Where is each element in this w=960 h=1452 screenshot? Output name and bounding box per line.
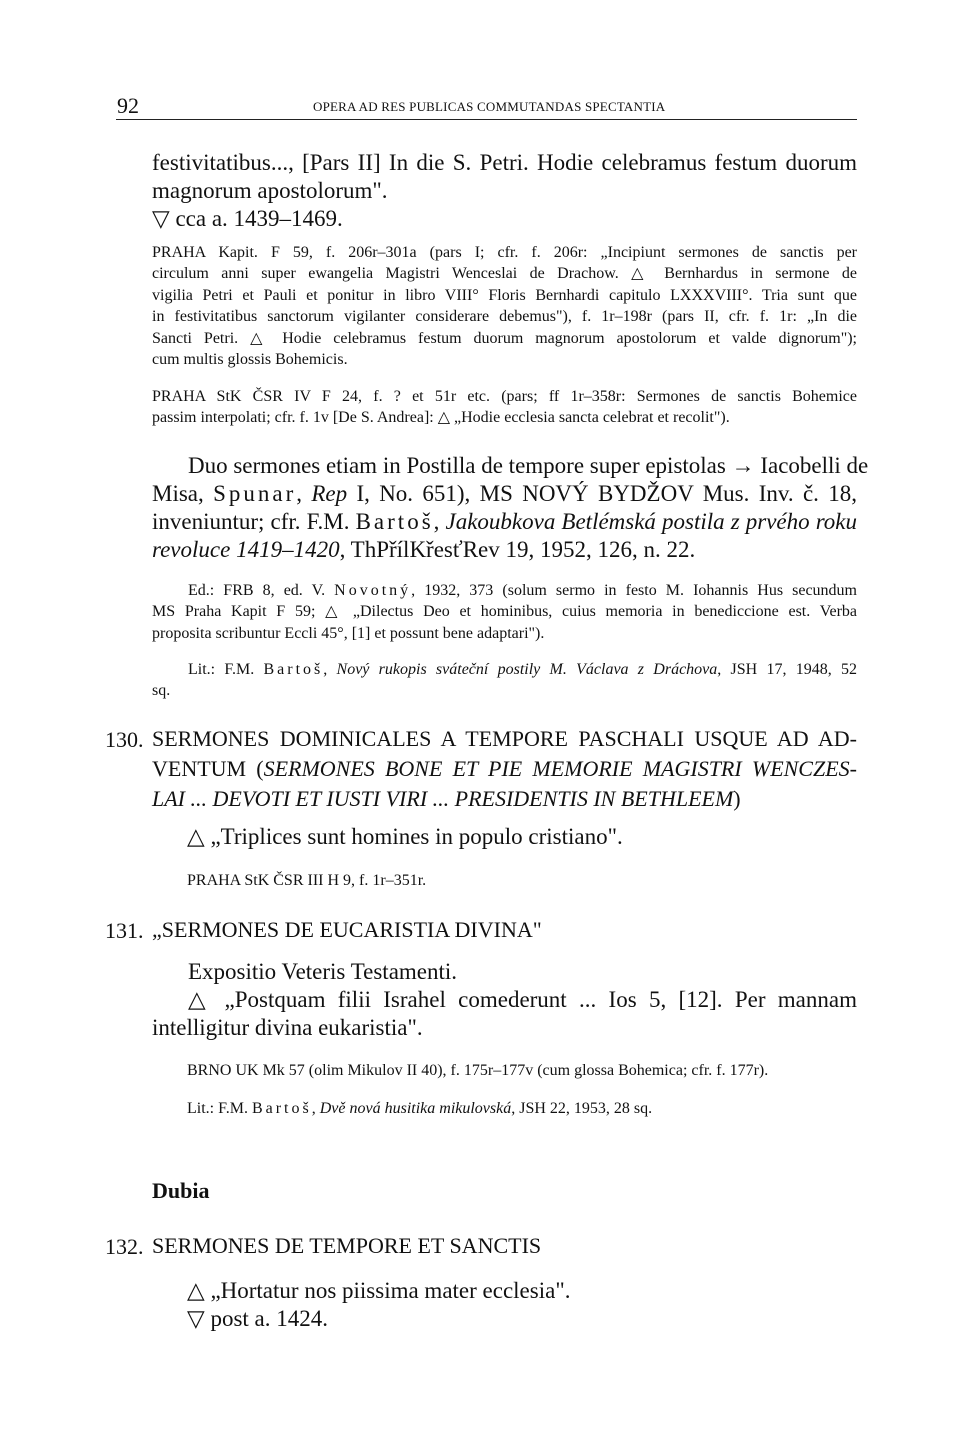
duo-sermones-paragraph: [152, 452, 869, 564]
intro-line: magnorum apostolorum".: [152, 178, 388, 203]
intro-date: ▽ cca a. 1439–1469.: [152, 206, 343, 231]
manuscript-note: PRAHA StK ČSR III H 9, f. 1r–351r.: [187, 872, 427, 889]
header-rule: [116, 119, 857, 120]
entry-body: [187, 1277, 892, 1333]
literature-line: sq.: [152, 682, 171, 700]
edition-line: Ed.: FRB 8, ed. V. Novotný, 1932, 373 (solum sermo in festo M. Iohannis Hus secundum: [188, 582, 858, 599]
entry-date: ▽ post a. 1424.: [187, 1306, 328, 1331]
literature-line: Lit.: F.M. Bartoš, Nový rukopis sváteční postily M. Václava z Dráchova, JSH 17, 1948, 52: [188, 661, 858, 678]
incipit: △ „Triplices sunt homines in populo cristiano".: [187, 824, 623, 849]
ms-note-line: vigilia Petri et Pauli et ponitur in libro VIII° Floris Bernhardi capitulo LXXXVIII°. Tria sunt que: [152, 286, 857, 304]
paragraph-line: revoluce 1419–1420, ThPřílKřesťRev 19, 1952, 126, n. 22.: [152, 537, 696, 562]
paragraph-line: Misa, Spunar, Rep I, No. 651), MS NOVÝ BYDŽOV Mus. Inv. č. 18,: [152, 481, 858, 506]
ms-note-line: circulum anni super ewangelia Magistri Wenceslai de Drachow. △ Bernhardus in sermone de: [152, 265, 857, 283]
ms-note-line: PRAHA StK ČSR IV F 24, f. ? et 51r etc. (pars; ff 1r–358r: Sermones de sanctis Bohemice: [152, 388, 857, 405]
entry-number: 130.: [105, 727, 144, 752]
entry-line: intelligitur divina eukaristia".: [152, 1015, 423, 1040]
entry-line: Expositio Veteris Testamenti.: [188, 959, 458, 984]
entry-line: △ „Postquam filii Israhel comederunt ... Ios 5, [12]. Per mannam: [188, 987, 857, 1012]
literature-note: Lit.: F.M. Bartoš, Dvě nová husitika mikulovská, JSH 22, 1953, 28 sq.: [187, 1100, 653, 1117]
intro-text: [152, 149, 857, 233]
entry-title: SERMONES DE TEMPORE ET SANCTIS: [152, 1233, 542, 1258]
paragraph-line: inveniuntur; cfr. F.M. Bartoš, Jakoubkova Betlémská postila z prvého roku: [152, 509, 858, 534]
entry-title-line: SERMONES DOMINICALES A TEMPORE PASCHALI USQUE AD AD-: [152, 726, 857, 751]
entry-title: [152, 724, 857, 814]
ms-note-line: in festivitatibus sanctorum vigilanter considerare debemus"), f. 1r–198r (pars II, cfr. f. 1r: „In die: [152, 308, 857, 326]
entry-number: 132.: [105, 1234, 144, 1259]
entry-title-line: LAI ... DEVOTI ET IUSTI VIRI ... PRESIDENTIS IN BETHLEEM): [152, 786, 741, 811]
manuscript-notes: [152, 242, 857, 370]
edition-note: [152, 580, 857, 644]
literature-note: [152, 659, 857, 702]
entry-number: 131.: [105, 918, 144, 943]
ms-note-line: PRAHA Kapit. F 59, f. 206r–301a (pars I; cfr. f. 206r: „Incipiunt sermones de sanctis per: [152, 244, 857, 261]
edition-line: proposita scribuntur Eccli 45°, [1] et possunt bene adaptari").: [152, 624, 545, 642]
ms-note-line: cum multis glossis Bohemicis.: [152, 351, 348, 369]
manuscript-note: BRNO UK Mk 57 (olim Mikulov II 40), f. 175r–177v (cum glossa Bohemica; cfr. f. 177r).: [187, 1062, 769, 1079]
entry-title-line: VENTUM (SERMONES BONE ET PIE MEMORIE MAGISTRI WENCZES-: [152, 756, 857, 781]
running-title: OPERA AD RES PUBLICAS COMMUTANDAS SPECTANTIA: [313, 99, 666, 114]
page-number: 92: [117, 93, 139, 118]
manuscript-notes-2: [152, 386, 857, 429]
ms-note-line: passim interpolati; cfr. f. 1v [De S. Andrea]: △ „Hodie ecclesia sancta celebrat et recolit").: [152, 409, 730, 427]
entry-body: [152, 958, 857, 1042]
section-heading: Dubia: [152, 1178, 210, 1203]
entry-title: „SERMONES DE EUCARISTIA DIVINA": [152, 917, 542, 942]
ms-note-line: Sancti Petri. △ Hodie celebramus festum duorum magnorum apostolorum et valde dignorum");: [152, 329, 857, 347]
paragraph-line: Duo sermones etiam in Postilla de tempore super epistolas → Iacobelli de: [188, 453, 869, 478]
incipit: △ „Hortatur nos piissima mater ecclesia".: [187, 1278, 571, 1303]
intro-line: festivitatibus..., [Pars II] In die S. Petri. Hodie celebramus festum duorum: [152, 150, 857, 175]
edition-line: MS Praha Kapit F 59; △ „Dilectus Deo et hominibus, cuius memoria in benediccione est. Verba: [152, 603, 857, 621]
